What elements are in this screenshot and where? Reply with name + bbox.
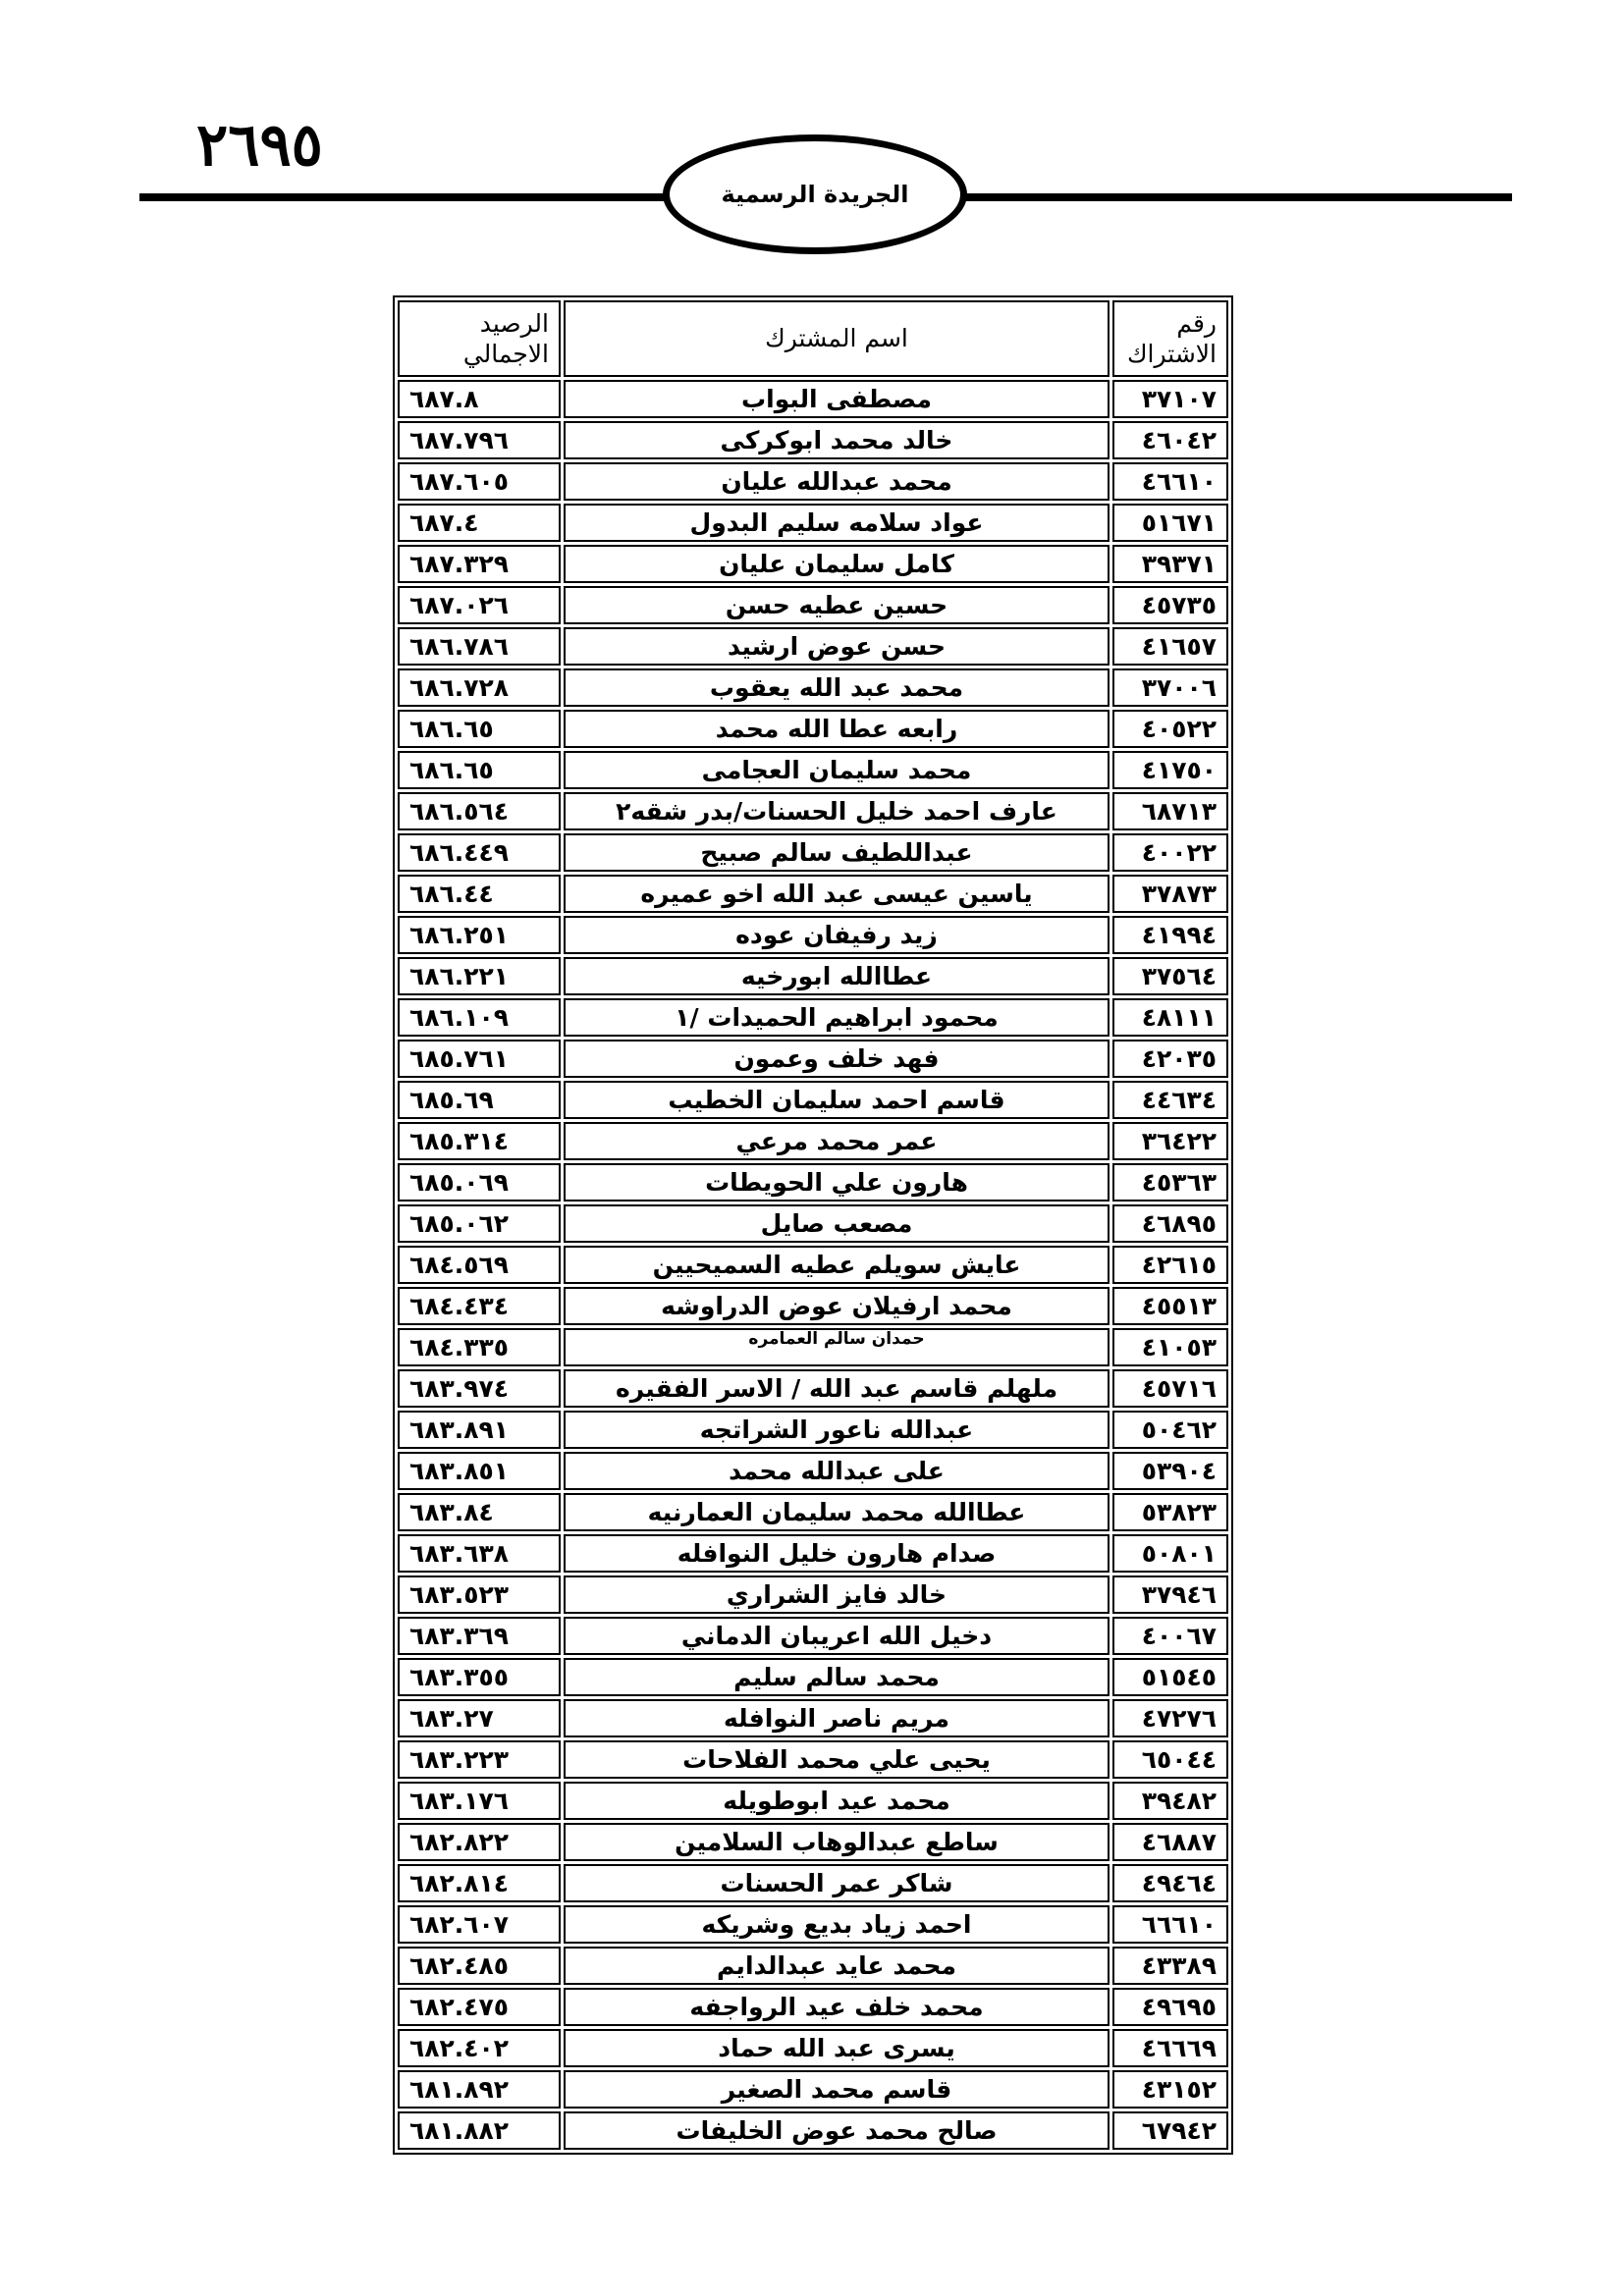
subscription-no-cell: ٣٧٥٦٤	[1112, 957, 1228, 995]
subscription-no-cell: ٤٠٠٦٧	[1112, 1617, 1228, 1655]
subscriber-name-cell: عبدالله ناعور الشراتجه	[564, 1411, 1110, 1449]
total-balance-cell: ٦٨٧.٨	[398, 380, 561, 418]
table-row	[398, 2111, 1228, 2150]
total-balance-cell: ٦٨٢.٨٢٢	[398, 1823, 561, 1861]
subscriber-name-cell: خالد محمد ابوكركى	[564, 421, 1110, 459]
total-balance-cell: ٦٨٧.٣٢٩	[398, 545, 561, 583]
subscription-no-cell: ٥١٦٧١	[1112, 504, 1228, 542]
subscription-no-cell: ٣٧٩٤٦	[1112, 1575, 1228, 1614]
table-row	[398, 504, 1228, 542]
subscription-no-cell: ٣٩٤٨٢	[1112, 1782, 1228, 1820]
subscriber-name-cell: مصعب صايل	[564, 1204, 1110, 1243]
subscribers-table	[393, 295, 1233, 2155]
subscription-no-cell: ٣٦٤٢٢	[1112, 1122, 1228, 1160]
table-row	[398, 1246, 1228, 1284]
table-header-row	[398, 300, 1228, 377]
table-row	[398, 1328, 1228, 1366]
table-row	[398, 1947, 1228, 1985]
table-row	[398, 1699, 1228, 1737]
table-row	[398, 1411, 1228, 1449]
table-row	[398, 1452, 1228, 1490]
total-balance-cell: ٦٨٣.٦٣٨	[398, 1534, 561, 1573]
table-row	[398, 1988, 1228, 2026]
subscriber-name-cell: محمد سالم سليم	[564, 1658, 1110, 1696]
subscriber-name-cell: عايش سويلم عطيه السميحيين	[564, 1246, 1110, 1284]
subscription-no-cell: ٤٢٠٣٥	[1112, 1040, 1228, 1078]
table-row	[398, 751, 1228, 789]
total-balance-cell: ٦٨٧.٧٩٦	[398, 421, 561, 459]
subscriber-name-cell: عبداللطيف سالم صبيح	[564, 833, 1110, 872]
subscription-no-cell: ٤٦٦١٠	[1112, 462, 1228, 501]
total-balance-cell: ٦٨٦.٢٥١	[398, 916, 561, 954]
subscription-no-cell: ٦٥٠٤٤	[1112, 1740, 1228, 1779]
table-row	[398, 1493, 1228, 1531]
subscription-no-cell: ٣٧١٠٧	[1112, 380, 1228, 418]
table-row	[398, 957, 1228, 995]
column-header-total-balance: الرصيد الاجمالي	[398, 300, 561, 377]
subscription-no-cell: ٤١٦٥٧	[1112, 627, 1228, 666]
subscription-no-cell: ٤٦٠٤٢	[1112, 421, 1228, 459]
column-header-subscription-no: رقم الاشتراك	[1112, 300, 1228, 377]
table-row	[398, 2070, 1228, 2109]
table-row	[398, 1782, 1228, 1820]
table-row	[398, 1823, 1228, 1861]
subscription-no-cell: ٤٣١٥٢	[1112, 2070, 1228, 2109]
subscriber-name-cell: زيد رفيفان عوده	[564, 916, 1110, 954]
subscriber-name-cell: يحيى علي محمد الفلاحات	[564, 1740, 1110, 1779]
subscriber-name-cell: عطاالله محمد سليمان العمارنيه	[564, 1493, 1110, 1531]
subscriber-name-cell: ياسين عيسى عبد الله اخو عميره	[564, 875, 1110, 913]
subscription-no-cell: ٤٥٧٣٥	[1112, 586, 1228, 624]
total-balance-cell: ٦٨٥.٠٦٢	[398, 1204, 561, 1243]
total-balance-cell: ٦٨٧.٠٢٦	[398, 586, 561, 624]
table-row	[398, 380, 1228, 418]
subscriber-name-cell: ساطع عبدالوهاب السلامين	[564, 1823, 1110, 1861]
subscriber-name-cell: عمر محمد مرعي	[564, 1122, 1110, 1160]
subscription-no-cell: ٤٦٨٨٧	[1112, 1823, 1228, 1861]
total-balance-cell: ٦٨٣.٨٩١	[398, 1411, 561, 1449]
table-row	[398, 462, 1228, 501]
subscription-no-cell: ٣٧٨٧٣	[1112, 875, 1228, 913]
subscription-no-cell: ٥٣٩٠٤	[1112, 1452, 1228, 1490]
total-balance-cell: ٦٨٦.٤٤٩	[398, 833, 561, 872]
subscription-no-cell: ٦٦٦١٠	[1112, 1905, 1228, 1944]
subscription-no-cell: ٤٣٣٨٩	[1112, 1947, 1228, 1985]
table-row	[398, 586, 1228, 624]
subscriber-name-cell: محمد عبد الله يعقوب	[564, 668, 1110, 707]
table-row	[398, 421, 1228, 459]
subscription-no-cell: ٤٩٤٦٤	[1112, 1864, 1228, 1902]
subscription-no-cell: ٣٧٠٠٦	[1112, 668, 1228, 707]
subscriber-name-cell: محمد ارفيلان عوض الدراوشه	[564, 1287, 1110, 1325]
subscription-no-cell: ٦٧٩٤٢	[1112, 2111, 1228, 2150]
subscription-no-cell: ٤١٠٥٣	[1112, 1328, 1228, 1366]
total-balance-cell: ٦٨٣.٥٢٣	[398, 1575, 561, 1614]
table-row	[398, 1081, 1228, 1119]
total-balance-cell: ٦٨٢.٨١٤	[398, 1864, 561, 1902]
total-balance-cell: ٦٨٢.٤٨٥	[398, 1947, 561, 1985]
subscription-no-cell: ٤١٧٥٠	[1112, 751, 1228, 789]
table-row	[398, 833, 1228, 872]
total-balance-cell: ٦٨٥.٦٩	[398, 1081, 561, 1119]
total-balance-cell: ٦٨٣.٣٦٩	[398, 1617, 561, 1655]
subscription-no-cell: ٥٠٨٠١	[1112, 1534, 1228, 1573]
total-balance-cell: ٦٨٣.٨٤	[398, 1493, 561, 1531]
table-row	[398, 2029, 1228, 2067]
subscription-no-cell: ٤٥٣٦٣	[1112, 1163, 1228, 1201]
table-row	[398, 792, 1228, 830]
total-balance-cell: ٦٨٣.٩٧٤	[398, 1369, 561, 1408]
subscriber-name-cell: عطاالله ابورخيه	[564, 957, 1110, 995]
total-balance-cell: ٦٨٣.٨٥١	[398, 1452, 561, 1490]
table-row	[398, 1575, 1228, 1614]
table-row	[398, 1740, 1228, 1779]
subscription-no-cell: ٤٥٧١٦	[1112, 1369, 1228, 1408]
subscriber-name-cell: محمد عيد ابوطويله	[564, 1782, 1110, 1820]
subscriber-name-cell: محمود ابراهيم الحميدات /١	[564, 998, 1110, 1037]
subscription-no-cell: ٥٠٤٦٢	[1112, 1411, 1228, 1449]
total-balance-cell: ٦٨٦.٧٨٦	[398, 627, 561, 666]
total-balance-cell: ٦٨٥.٠٦٩	[398, 1163, 561, 1201]
total-balance-cell: ٦٨٤.٣٣٥	[398, 1328, 561, 1366]
total-balance-cell: ٦٨٦.١٠٩	[398, 998, 561, 1037]
subscription-no-cell: ٤٩٦٩٥	[1112, 1988, 1228, 2026]
subscriber-name-cell: حمدان سالم العمامره	[564, 1328, 1110, 1366]
subscriber-name-cell: مصطفى البواب	[564, 380, 1110, 418]
total-balance-cell: ٦٨٢.٤٠٢	[398, 2029, 561, 2067]
table-row	[398, 545, 1228, 583]
table-row	[398, 1287, 1228, 1325]
subscription-no-cell: ٥١٥٤٥	[1112, 1658, 1228, 1696]
total-balance-cell: ٦٨٦.٤٤	[398, 875, 561, 913]
subscription-no-cell: ٥٣٨٢٣	[1112, 1493, 1228, 1531]
total-balance-cell: ٦٨٦.٥٦٤	[398, 792, 561, 830]
subscription-no-cell: ٤٠٠٢٢	[1112, 833, 1228, 872]
total-balance-cell: ٦٨٧.٦٠٥	[398, 462, 561, 501]
subscription-no-cell: ٤٧٢٧٦	[1112, 1699, 1228, 1737]
subscription-no-cell: ٤٨١١١	[1112, 998, 1228, 1037]
total-balance-cell: ٦٨١.٨٨٢	[398, 2111, 561, 2150]
total-balance-cell: ٦٨٢.٤٧٥	[398, 1988, 561, 2026]
subscriber-name-cell: شاكر عمر الحسنات	[564, 1864, 1110, 1902]
table-row	[398, 1905, 1228, 1944]
table-row	[398, 1163, 1228, 1201]
subscriber-name-cell: رابعه عطا الله محمد	[564, 710, 1110, 748]
table-row	[398, 1122, 1228, 1160]
subscriber-name-cell: حسن عوض ارشيد	[564, 627, 1110, 666]
subscription-no-cell: ٦٨٧١٣	[1112, 792, 1228, 830]
table-row	[398, 998, 1228, 1037]
total-balance-cell: ٦٨٤.٥٦٩	[398, 1246, 561, 1284]
subscriber-name-cell: محمد عايد عبدالدايم	[564, 1947, 1110, 1985]
subscriber-name-cell: ملهلم قاسم عبد الله / الاسر الفقيره	[564, 1369, 1110, 1408]
total-balance-cell: ٦٨٦.٦٥	[398, 710, 561, 748]
subscription-no-cell: ٤٦٦٦٩	[1112, 2029, 1228, 2067]
subscriber-name-cell: عواد سلامه سليم البدول	[564, 504, 1110, 542]
gazette-title: الجريدة الرسمية	[721, 181, 909, 208]
subscription-no-cell: ٤٤٦٣٤	[1112, 1081, 1228, 1119]
total-balance-cell: ٦٨٢.٦٠٧	[398, 1905, 561, 1944]
total-balance-cell: ٦٨٦.٧٢٨	[398, 668, 561, 707]
total-balance-cell: ٦٨٤.٤٣٤	[398, 1287, 561, 1325]
table-row	[398, 1204, 1228, 1243]
total-balance-cell: ٦٨٣.٢٧	[398, 1699, 561, 1737]
subscriber-name-cell: محمد خلف عيد الرواجفه	[564, 1988, 1110, 2026]
subscriber-name-cell: فهد خلف وعمون	[564, 1040, 1110, 1078]
gazette-title-oval	[663, 134, 967, 254]
column-header-subscriber-name: اسم المشترك	[564, 300, 1110, 377]
table-row	[398, 1369, 1228, 1408]
subscriber-name-cell: يسرى عبد الله حماد	[564, 2029, 1110, 2067]
subscriber-name-cell: صالح محمد عوض الخليفات	[564, 2111, 1110, 2150]
subscriber-name-cell: كامل سليمان عليان	[564, 545, 1110, 583]
table-body	[398, 380, 1228, 2150]
table-row	[398, 1040, 1228, 1078]
subscriber-name-cell: قاسم محمد الصغير	[564, 2070, 1110, 2109]
table-row	[398, 668, 1228, 707]
table-row	[398, 1534, 1228, 1573]
subscription-no-cell: ٤٠٥٢٢	[1112, 710, 1228, 748]
total-balance-cell: ٦٨٥.٧٦١	[398, 1040, 561, 1078]
total-balance-cell: ٦٨٣.٣٥٥	[398, 1658, 561, 1696]
table-row	[398, 916, 1228, 954]
subscription-no-cell: ٤٢٦١٥	[1112, 1246, 1228, 1284]
subscriber-name-cell: دخيل الله اعريبان الدماني	[564, 1617, 1110, 1655]
subscription-no-cell: ٤٥٥١٣	[1112, 1287, 1228, 1325]
total-balance-cell: ٦٨٣.٢٢٣	[398, 1740, 561, 1779]
subscriber-name-cell: قاسم احمد سليمان الخطيب	[564, 1081, 1110, 1119]
subscriber-name-cell: على عبدالله محمد	[564, 1452, 1110, 1490]
table-row	[398, 875, 1228, 913]
subscription-no-cell: ٣٩٣٧١	[1112, 545, 1228, 583]
subscriber-name-cell: حسين عطيه حسن	[564, 586, 1110, 624]
table-row	[398, 1864, 1228, 1902]
total-balance-cell: ٦٨٦.٦٥	[398, 751, 561, 789]
table-row	[398, 1617, 1228, 1655]
total-balance-cell: ٦٨٧.٤	[398, 504, 561, 542]
subscriber-name-cell: هارون علي الحويطات	[564, 1163, 1110, 1201]
subscriber-name-cell: محمد سليمان العجامى	[564, 751, 1110, 789]
subscription-no-cell: ٤٦٨٩٥	[1112, 1204, 1228, 1243]
table-row	[398, 627, 1228, 666]
subscriber-name-cell: صدام هارون خليل النوافله	[564, 1534, 1110, 1573]
subscriber-name-cell: مريم ناصر النوافله	[564, 1699, 1110, 1737]
subscriber-name-cell: خالد فايز الشراري	[564, 1575, 1110, 1614]
subscriber-name-cell: احمد زياد بديع وشريكه	[564, 1905, 1110, 1944]
total-balance-cell: ٦٨٥.٣١٤	[398, 1122, 561, 1160]
total-balance-cell: ٦٨٣.١٧٦	[398, 1782, 561, 1820]
table-row	[398, 1658, 1228, 1696]
subscriber-name-cell: عارف احمد خليل الحسنات/بدر شقه٢	[564, 792, 1110, 830]
subscription-no-cell: ٤١٩٩٤	[1112, 916, 1228, 954]
total-balance-cell: ٦٨٦.٢٢١	[398, 957, 561, 995]
total-balance-cell: ٦٨١.٨٩٢	[398, 2070, 561, 2109]
page-number: ٢٦٩٥	[196, 111, 323, 180]
subscriber-name-cell: محمد عبدالله عليان	[564, 462, 1110, 501]
table-row	[398, 710, 1228, 748]
